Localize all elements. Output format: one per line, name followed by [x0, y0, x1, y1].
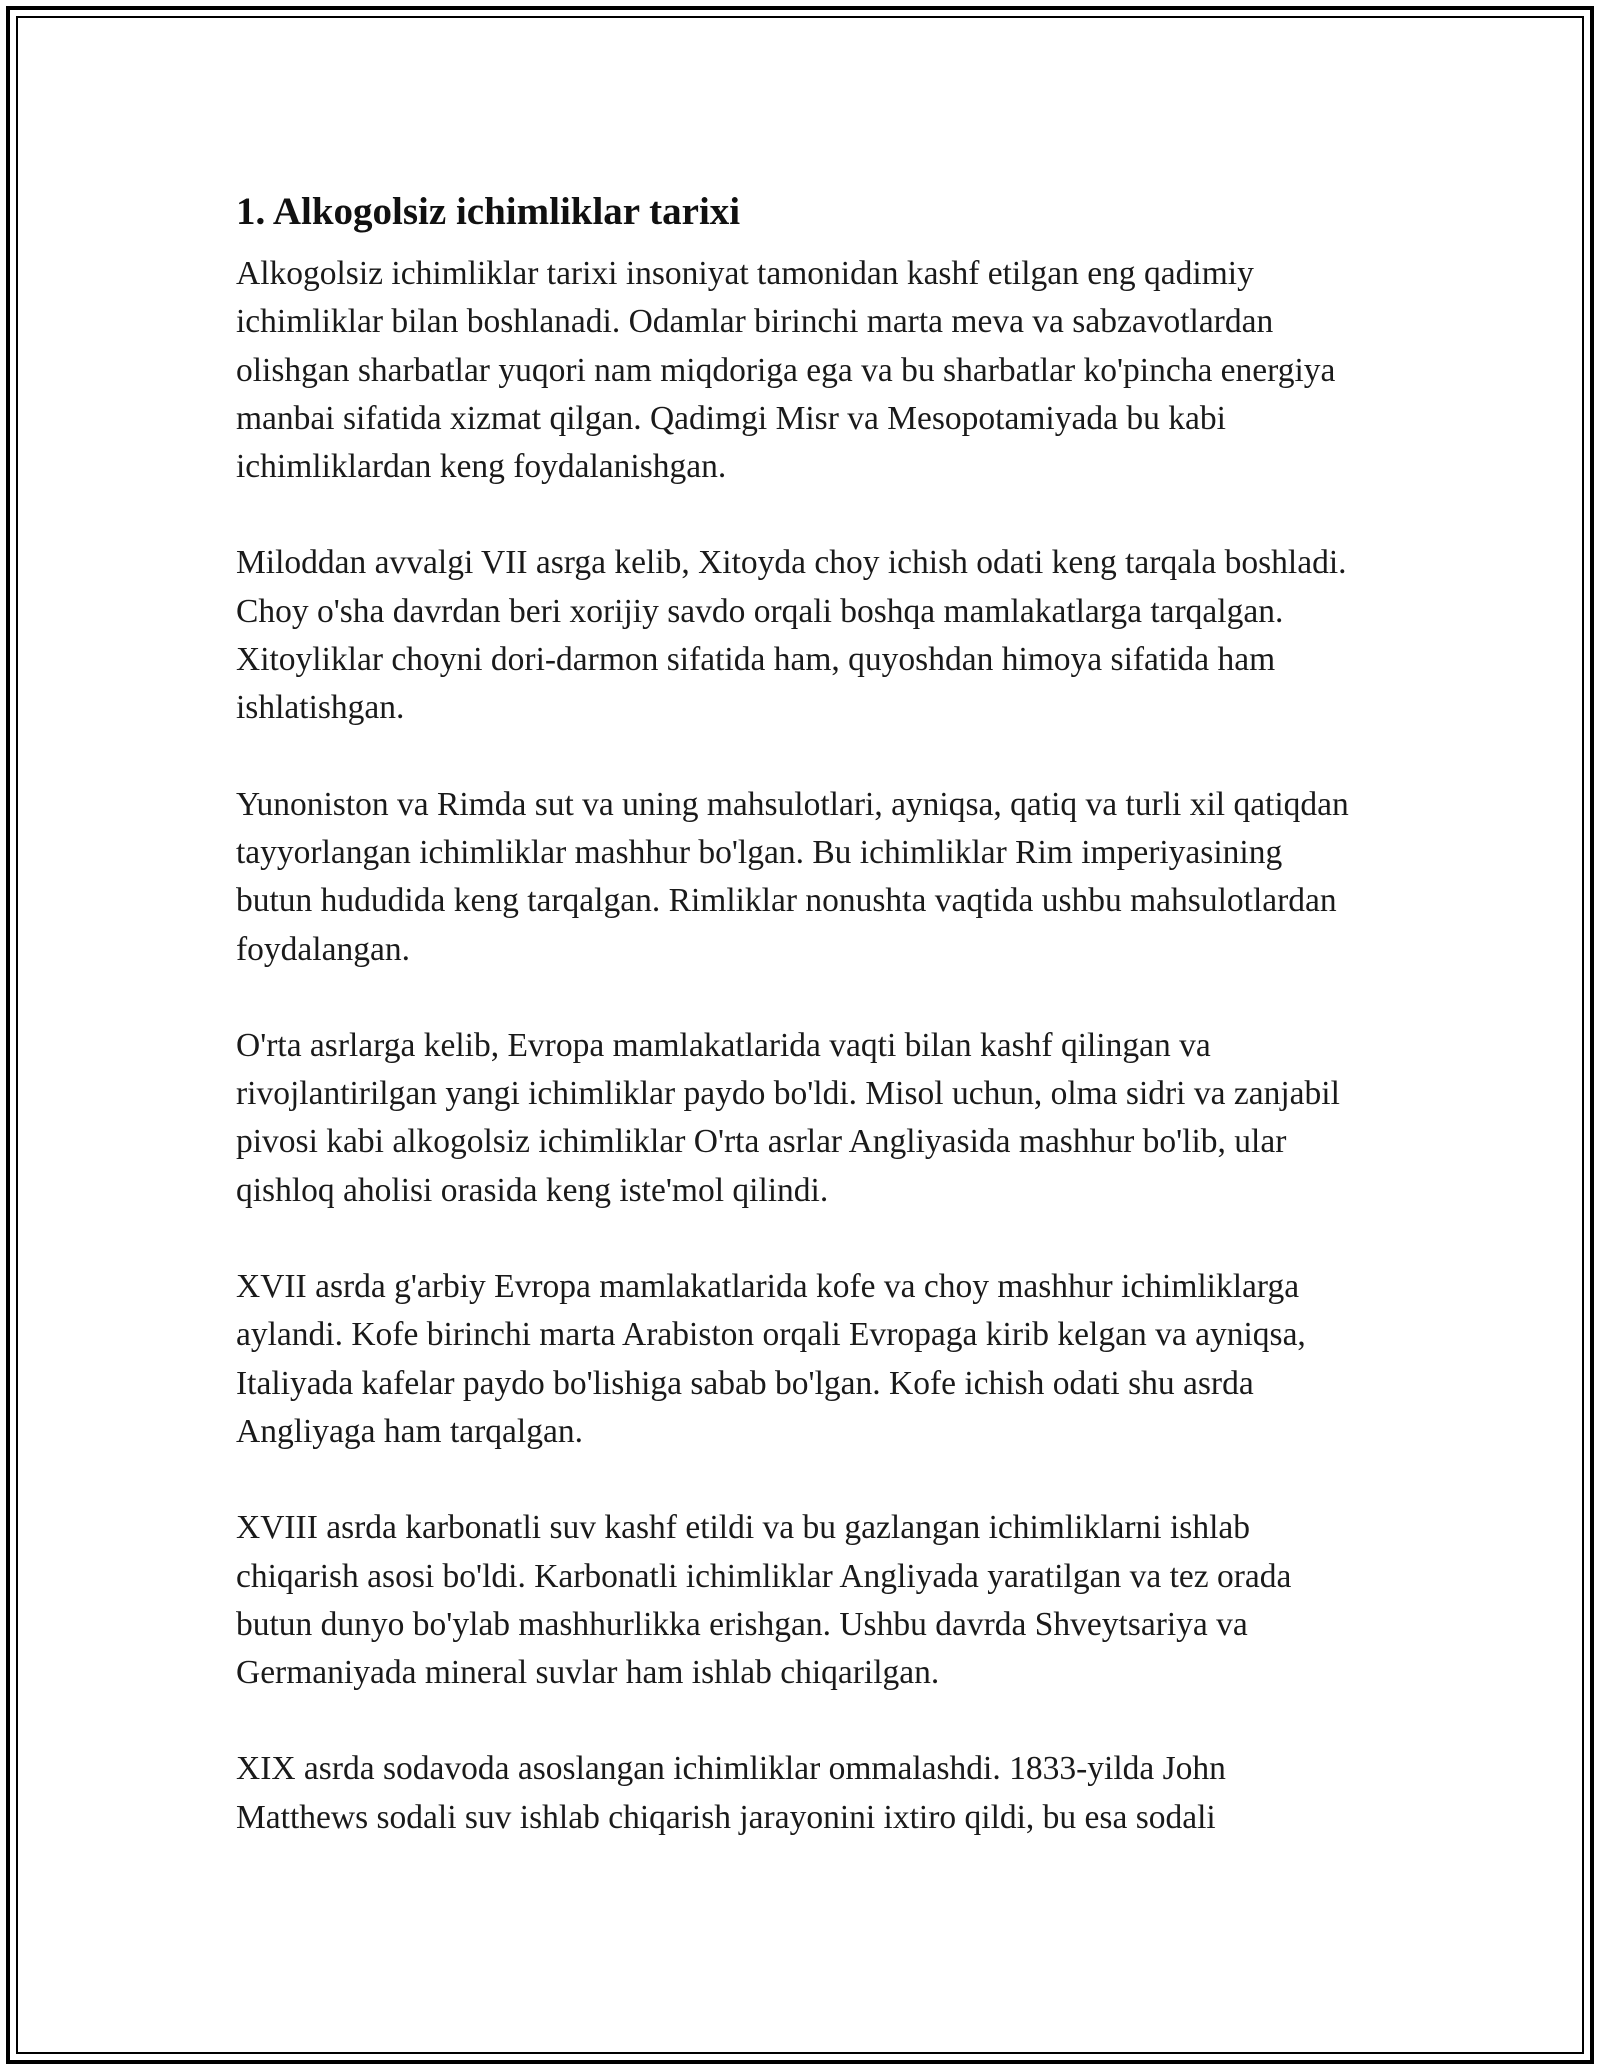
paragraph-6: XVIII asrda karbonatli suv kashf etildi va bu gazlangan ichimliklarni ishlab chiqarish asosi bo'ldi. Karbonatli ichimliklar Angliyada yaratilgan va tez orada butun dunyo bo'ylab mashhurlikka erishgan. Ushbu davrda Shveytsariya va Germaniyada mineral suvlar ham ishlab chiqarilgan.	[236, 1509, 1292, 1692]
paragraph-3: Yunoniston va Rimda sut va uning mahsulotlari, ayniqsa, qatiq va turli xil qatiqdan tayyorlangan ichimliklar mashhur bo'lgan. Bu ichimliklar Rim imperiyasining butun hududida keng tarqalgan. Rimliklar nonushta vaqtida ushbu mahsulotlardan foydalangan.	[236, 785, 1349, 968]
paragraph-4: O'rta asrlarga kelib, Evropa mamlakatlarida vaqti bilan kashf qilingan va rivojlantirilgan yangi ichimliklar paydo bo'ldi. Misol uchun, olma sidri va zanjabil pivosi kabi alkogolsiz ichimliklar O'rta asrlar Angliyasida mashhur bo'lib, ular qishloq aholisi orasida keng iste'mol qilindi.	[236, 1026, 1340, 1209]
paragraph-5: XVII asrda g'arbiy Evropa mamlakatlarida kofe va choy mashhur ichimliklarga aylandi. Kofe birinchi marta Arabiston orqali Evropaga kirib kelgan va ayniqsa, Italiyada kafelar paydo bo'lishiga sabab bo'lgan. Kofe ichish odati shu asrda Angliyaga ham tarqalgan.	[236, 1268, 1306, 1450]
document-body	[236, 186, 1366, 1890]
paragraph-2: Miloddan avvalgi VII asrga kelib, Xitoyda choy ichish odati keng tarqala boshladi. Choy o'sha davrdan beri xorijiy savdo orqali boshqa mamlakatlarga tarqalgan. Xitoyliklar choyni dori-darmon sifatida ham, quyoshdan himoya sifatida ham ishlatishgan.	[236, 544, 1347, 727]
paragraph-7: XIX asrda sodavoda asoslangan ichimliklar ommalashdi. 1833-yilda John Matthews sodali suv ishlab chiqarish jarayonini ixtiro qildi, bu esa sodali	[236, 1750, 1226, 1836]
section-heading: 1. Alkogolsiz ichimliklar tarixi	[236, 190, 741, 233]
paragraph-1: Alkogolsiz ichimliklar tarixi insoniyat tamonidan kashf etilgan eng qadimiy ichimliklar bilan boshlanadi. Odamlar birinchi marta meva va sabzavotlardan olishgan sharbatlar yuqori nam miqdoriga ega va bu sharbatlar ko'pincha energiya manbai sifatida xizmat qilgan. Qadimgi Misr va Mesopotamiyada bu kabi ichimliklardan keng foydalanishgan.	[236, 255, 1336, 486]
